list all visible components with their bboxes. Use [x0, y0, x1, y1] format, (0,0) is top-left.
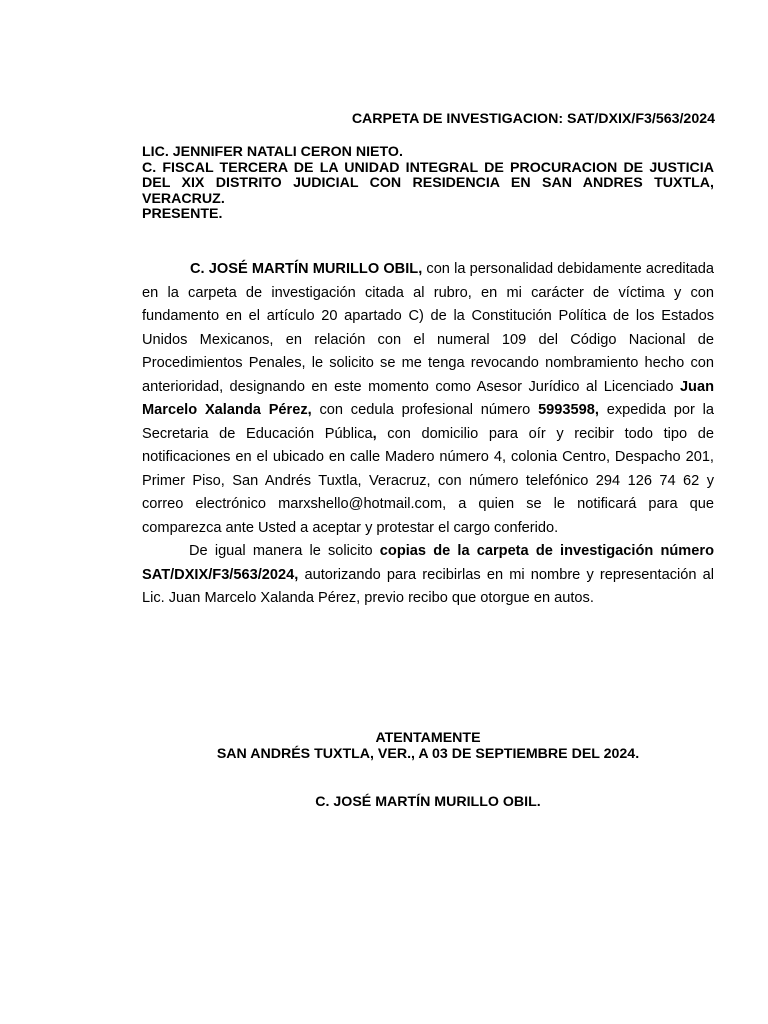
paragraph1-text-b: con cedula profesional número	[311, 402, 539, 418]
paragraph1-text-c: expedida por la Secretaria de Educación Pública	[142, 402, 714, 442]
closing-block	[142, 731, 714, 762]
addressee-presente: PRESENTE.	[142, 206, 223, 223]
paragraph-request-copies	[142, 540, 714, 611]
closing-salutation: ATENTAMENTE	[375, 730, 481, 746]
advisor-name: Juan Marcelo Xalanda Pérez,	[142, 378, 714, 418]
copies-request: copias de la carpeta de investigación número SAT/DXIX/F3/563/2024,	[142, 543, 714, 583]
license-number: 5993598,	[538, 402, 599, 418]
petitioner-name: C. JOSÉ MARTÍN MURILLO OBIL,	[190, 261, 423, 277]
bold-comma: ,	[372, 425, 377, 442]
letter-body	[142, 258, 714, 611]
addressee-title: C. FISCAL TERCERA DE LA UNIDAD INTEGRAL DE PROCURACION DE JUSTICIA DEL XIX DISTRITO JUDICIAL CON RESIDENCIA EN SAN ANDRES TUXTLA, VERACRUZ.	[142, 159, 714, 207]
paragraph1-text-d: con domicilio para oír y recibir todo tipo de notificaciones en el ubicado en calle Madero número 4, colonia Centro, Despacho 201, Primer Piso, San Andrés Tuxtla, Veracruz, con número telefónico 294 126 74 62 y correo electrónico marxshello@hotmail.com, a quien se le notificará para que comparezca ante Usted a aceptar y protestar el cargo conferido.	[142, 425, 714, 536]
paragraph-request-advisor	[142, 258, 714, 540]
closing-place-date: SAN ANDRÉS TUXTLA, VER., A 03 DE SEPTIEMBRE DEL 2024.	[216, 745, 640, 762]
addressee-block	[142, 145, 714, 223]
paragraph2-text-b: autorizando para recibirlas en mi nombre y representación al Lic. Juan Marcelo Xalanda Pérez, previo recibo que otorgue en autos.	[142, 566, 714, 606]
signer-name: C. JOSÉ MARTÍN MURILLO OBIL.	[315, 794, 541, 810]
addressee-name: LIC. JENNIFER NATALI CERON NIETO.	[142, 144, 403, 160]
paragraph1-text-a: con la personalidad debidamente acreditada en la carpeta de investigación citada al rubro, en mi carácter de víctima y con fundamento en el artículo 20 apartado C) de la Constitución Política de los Estados Unidos Mexicanos, en relación con el numeral 109 del Código Nacional de Procedimientos Penales, le solicito se me tenga revocando nombramiento hecho con anterioridad, designando en este momento como Asesor Jurídico al Licenciado	[142, 261, 714, 395]
case-reference: CARPETA DE INVESTIGACION: SAT/DXIX/F3/563/2024	[351, 111, 715, 127]
paragraph2-text-a: De igual manera le solicito	[189, 543, 380, 559]
